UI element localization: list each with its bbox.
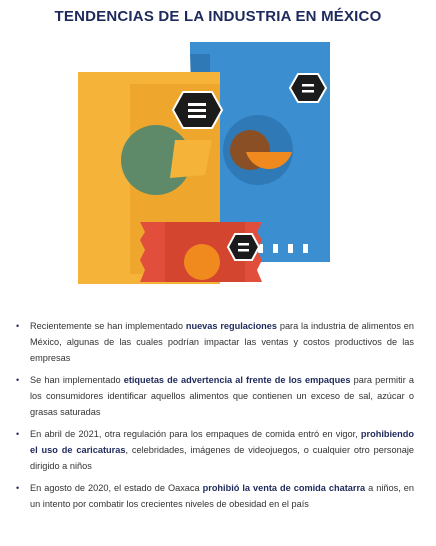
bullet-text: Recientemente se han implementado	[30, 321, 186, 331]
bullet-item	[14, 480, 414, 512]
bullet-dot-icon: •	[16, 375, 20, 385]
warning-octagon-icon	[290, 74, 326, 102]
bullet-dot-icon: •	[16, 321, 20, 331]
bullet-dot-icon: •	[16, 483, 20, 493]
bullet-dot-icon: •	[16, 429, 20, 439]
warning-octagon-icon	[228, 234, 259, 260]
bullet-text: En abril de 2021, otra regulación para los empaques de comida entró en vigor,	[30, 429, 361, 439]
bullet-text: , celebridades, imágenes de videojuegos, o cualquier otro personaje dirigido a niños	[30, 445, 414, 471]
bullet-text: para la industria de alimentos en México, algunas de las cuales podrían impactar las ventas y costos productivos de las empresas	[30, 321, 414, 363]
warning-octagon-icon	[173, 92, 222, 128]
bullet-text: En agosto de 2020, el estado de Oaxaca	[30, 483, 203, 493]
bullet-highlight: nuevas regulaciones	[185, 321, 278, 331]
bullet-item	[14, 426, 414, 474]
bullet-highlight: etiquetas de advertencia al frente de los empaques	[123, 375, 351, 385]
bullet-highlight: prohibió la venta de comida chatarra	[202, 483, 366, 493]
bullet-highlight: prohibiendo el uso de caricaturas	[30, 429, 414, 455]
bullet-item	[14, 318, 414, 366]
page-title: TENDENCIAS DE LA INDUSTRIA EN MÉXICO	[54, 8, 382, 25]
bullet-text: Se han implementado	[30, 375, 124, 385]
bullet-text: a niños, en un intento por combatir los crecientes niveles de obesidad en el país	[30, 483, 414, 509]
bullet-list	[14, 318, 414, 518]
bullet-text: para permitir a los consumidores identificar aquellos alimentos que contienen un exceso de sal, azúcar o grasas saturadas	[30, 375, 414, 417]
bullet-item	[14, 372, 414, 420]
